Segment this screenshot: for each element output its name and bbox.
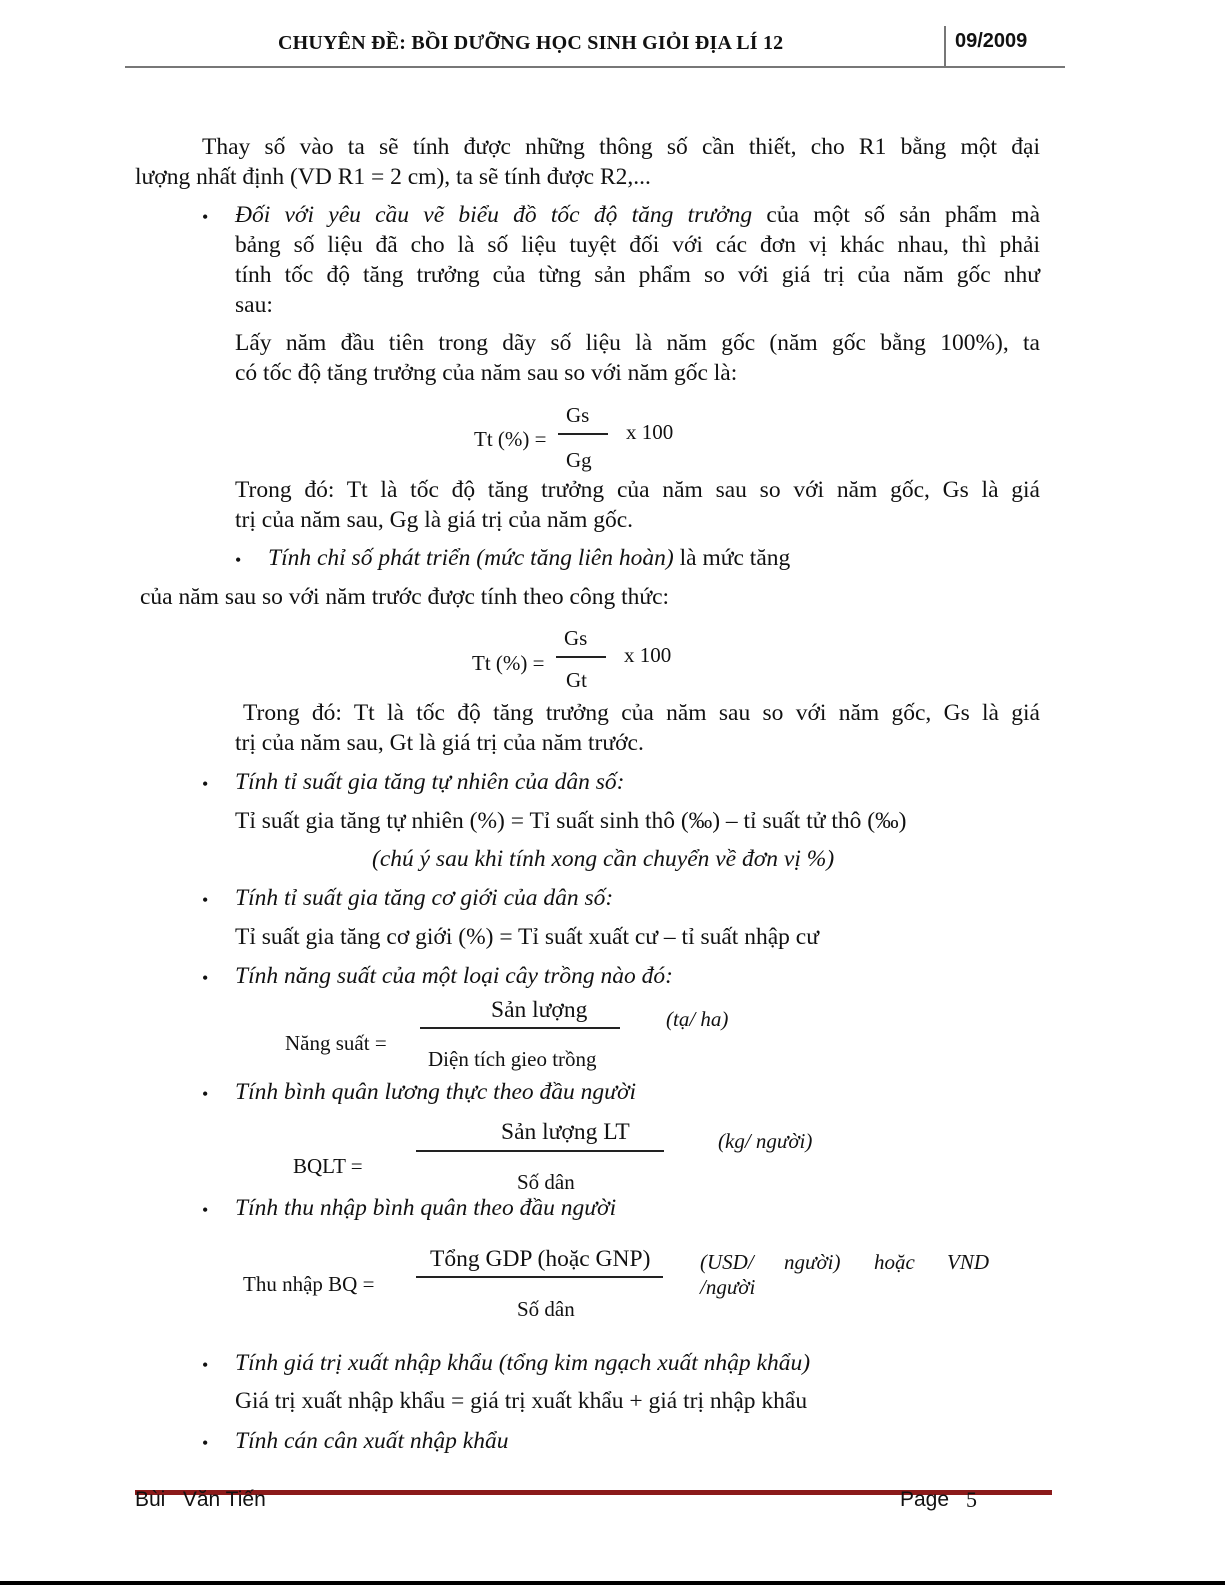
document-header-title: CHUYÊN ĐỀ: BỒI DƯỠNG HỌC SINH GIỎI ĐỊA LÍ 12 [278, 32, 784, 54]
bullet-icon: • [202, 1200, 209, 1220]
bullet-5-fraction-bar [416, 1150, 664, 1152]
intro-line-2: lượng nhất định (VD R1 = 2 cm), ta sẽ tính được R2,... [135, 164, 651, 190]
header-divider [944, 26, 946, 66]
bullet-icon: • [202, 968, 209, 988]
formula-1-fraction-bar [558, 433, 608, 435]
bullet-5-title: Tính bình quân lương thực theo đầu người [235, 1079, 637, 1105]
bullet-3-formula: Tỉ suất gia tăng cơ giới (%) = Tỉ suất xuất cư – tỉ suất nhập cư [235, 924, 819, 950]
page-bottom-edge [0, 1581, 1225, 1585]
formula-1-lhs: Tt (%) = [474, 427, 547, 451]
sub-bullet-line-2: của năm sau so với năm trước được tính theo công thức: [140, 584, 670, 610]
bullet-6-unit-word-1: (USD/ [700, 1250, 754, 1274]
bullet-6-fraction-bar [416, 1276, 663, 1278]
header-rule [125, 66, 1065, 68]
formula-1-multiplier: x 100 [626, 420, 674, 444]
formula-2-multiplier: x 100 [624, 643, 672, 667]
formula-2-numerator: Gs [564, 626, 588, 650]
bullet-4-lhs: Năng suất = [285, 1031, 387, 1055]
bullet-1-line-2: bảng số liệu đã cho là số liệu tuyệt đối với các đơn vị khác nhau, thì phải [235, 232, 1040, 258]
formula-1-where-line-1: Trong đó: Tt là tốc độ tăng trưởng của năm sau so với năm gốc, Gs là giá [235, 477, 1040, 503]
bullet-3-title: Tính tỉ suất gia tăng cơ giới của dân số: [235, 885, 614, 911]
bullet-6-lhs: Thu nhập BQ = [243, 1272, 375, 1296]
formula-1-denominator: Gg [566, 448, 592, 472]
bullet-8-title: Tính cán cân xuất nhập khẩu [235, 1428, 509, 1454]
bullet-6-unit-line-2: /người [700, 1275, 756, 1299]
bullet-icon: • [202, 774, 209, 794]
bullet-4-fraction-bar [420, 1027, 620, 1029]
bullet-icon: • [202, 1433, 209, 1453]
sub-bullet-rest: là mức tăng [673, 545, 791, 571]
bullet-6-unit-word-3: hoặc [874, 1250, 915, 1274]
bullet-2-title: Tính tỉ suất gia tăng tự nhiên của dân số: [235, 769, 625, 795]
formula-2-denominator: Gt [566, 668, 587, 692]
formula-1-where-line-2: trị của năm sau, Gg là giá trị của năm gốc. [235, 507, 634, 533]
footer-page-number: 5 [966, 1487, 977, 1512]
bullet-6-denominator: Số dân [517, 1297, 575, 1321]
formula-2-where-line-1: Trong đó: Tt là tốc độ tăng trưởng của năm sau so với năm gốc, Gs là giá [243, 700, 1040, 726]
sub-bullet-italic: Tính chỉ số phát triển (mức tăng liên hoàn) [268, 545, 674, 571]
bullet-6-unit-word-4: VND [947, 1250, 989, 1274]
bullet-4-numerator: Sản lượng [491, 997, 588, 1023]
bullet-6-title: Tính thu nhập bình quân theo đầu người [235, 1195, 617, 1221]
bullet-1-italic: Đối với yêu cầu vẽ biểu đồ tốc độ tăng trưởng [235, 202, 753, 228]
bullet-5-denominator: Số dân [517, 1170, 575, 1194]
bullet-4-unit: (tạ/ ha) [666, 1007, 729, 1031]
formula-2-fraction-bar [556, 656, 606, 658]
bullet-icon: • [235, 550, 242, 570]
bullet-7-formula: Giá trị xuất nhập khẩu = giá trị xuất khẩu + giá trị nhập khẩu [235, 1388, 808, 1414]
bullet-1-line-1 [235, 200, 1040, 230]
bullet-6-unit-word-2: người) [784, 1250, 841, 1274]
bullet-5-unit: (kg/ người) [718, 1129, 813, 1153]
bullet-2-note: (chú ý sau khi tính xong cần chuyển về đơn vị %) [372, 846, 835, 872]
document-header-date: 09/2009 [955, 30, 1028, 52]
bullet-4-denominator: Diện tích gieo trồng [428, 1047, 597, 1071]
footer-author: Bùi Văn Tiến [135, 1488, 266, 1511]
sub-bullet-line-1 [268, 543, 790, 573]
bullet-1-rest: của một số sản phẩm mà [752, 202, 1040, 228]
bullet-5-numerator: Sản lượng LT [501, 1119, 630, 1145]
formula-2-where-line-2: trị của năm sau, Gt là giá trị của năm trước. [235, 730, 644, 756]
bullet-icon: • [202, 207, 209, 227]
bullet-4-title: Tính năng suất của một loại cây trồng nào đó: [235, 963, 673, 989]
bullet-1-para2-line-1: Lấy năm đầu tiên trong dãy số liệu là năm gốc (năm gốc bằng 100%), ta [235, 330, 1040, 356]
formula-2-lhs: Tt (%) = [472, 651, 545, 675]
bullet-2-formula: Tỉ suất gia tăng tự nhiên (%) = Tỉ suất sinh thô (‰) – tỉ suất tử thô (‰) [235, 808, 907, 834]
formula-1-numerator: Gs [566, 403, 590, 427]
bullet-1-line-3: tính tốc độ tăng trưởng của từng sản phẩm so với giá trị của năm gốc như [235, 262, 1040, 288]
bullet-5-lhs: BQLT = [293, 1154, 363, 1178]
bullet-1-line-4: sau: [235, 292, 273, 318]
footer-page-label: Page [900, 1488, 950, 1511]
bullet-icon: • [202, 1355, 209, 1375]
bullet-icon: • [202, 890, 209, 910]
bullet-1-para2-line-2: có tốc độ tăng trưởng của năm sau so với năm gốc là: [235, 360, 738, 386]
bullet-6-numerator: Tổng GDP (hoặc GNP) [430, 1246, 651, 1272]
bullet-7-title: Tính giá trị xuất nhập khẩu (tổng kim ngạch xuất nhập khẩu) [235, 1350, 811, 1376]
bullet-icon: • [202, 1084, 209, 1104]
intro-line-1: Thay số vào ta sẽ tính được những thông số cần thiết, cho R1 bằng một đại [202, 134, 1040, 160]
